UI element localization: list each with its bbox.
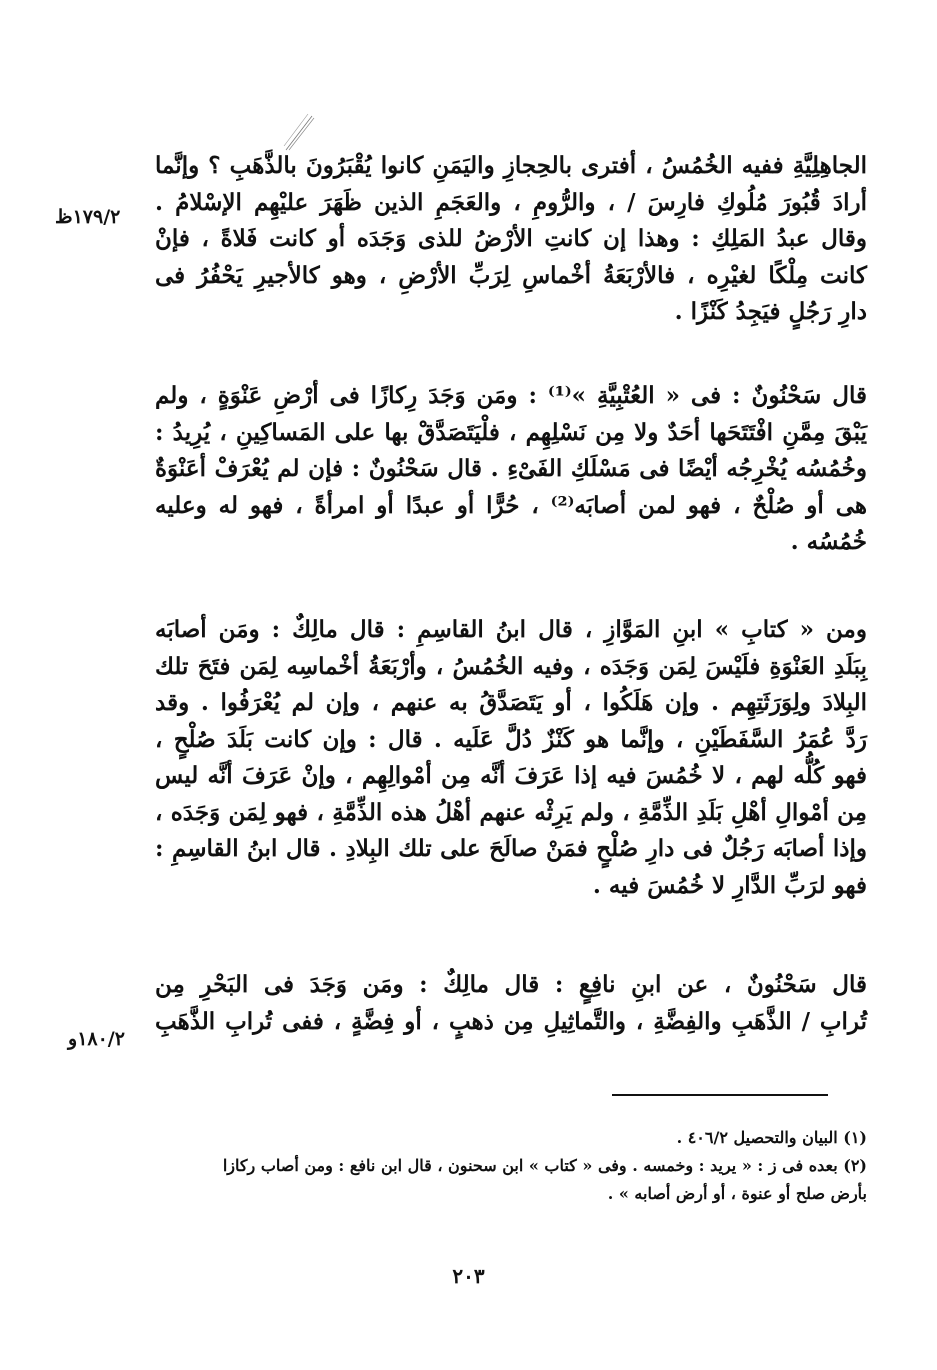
paragraph-2 [155, 378, 867, 561]
text-line: وخُمُسُه يُخْرِجُه أيْضًا فى مَسْلَكِ الفَىْءِ . قال سَحْنُونٌ : فإن لم يُعْرَفْ أعَنْوَةٌ [155, 455, 867, 482]
text-line: فهو كُلُّه لهم ، لا خُمُسَ فيه إذا عَرَفَ أنَّه مِن أمْوالِهِم ، وإنْ عَرَفَ أنَّه ليس [155, 762, 867, 789]
footnote-separator [612, 1094, 828, 1096]
text-line: كانت مِلْكًا لغيْرِه ، فالأرْبَعَةُ أخْماسِ لِرَبِّ الأرْضِ ، وهو كالأجيرِ يَحْفُرُ فى [155, 261, 867, 289]
text-line: فهو لرَبِّ الدَّارِ لا خُمُسَ فيه . [592, 871, 867, 899]
footnote: (٢) بعده فى ز : « يريد : وخمسه . وفى « كتاب » ابن سحنون ، قال ابن نافع : ومن أصاب ركازا [222, 1156, 867, 1175]
text-line: هى أو صُلْحٌ ، فهو لمن أصابَه⁽²⁾ ، حُرًّا أو عبدًا أو امرأةً ، فهو له وعليه [155, 491, 867, 519]
text-line: دارِ رَجُلٍ فيَجِدُ كَنْزًا . [674, 298, 867, 325]
text-line: قال سَحْنُونٌ ، عن ابنِ نافِعٍ : قال مالِكٌ : ومَن وَجَدَ فى البَحْرِ مِن [155, 971, 867, 998]
text-line: الجاهِلِيَّةِ ففيه الخُمُسُ ، أفترى بالحِجازِ واليَمَنِ كانوا يُقْبَرُونَ بالذَّهَبِ ؟ وإنَّما [155, 152, 867, 179]
page-number: ٢٠٣ [452, 1264, 485, 1288]
margin-folio-note: ١٨٠/٢و [68, 1028, 125, 1050]
text-line: وقال عبدُ المَلِكِ : وهذا إن كانتِ الأرْضُ للذى وَجَدَه أو كانت فَلاةً ، فإنْ [155, 225, 867, 252]
text-line: البِلادَ ولِوَرَثَتِهِم . وإن هَلَكُوا ، أو يَتَصَدَّقُ به عنهم ، وإن لم يُعْرَفُوا . وقد [155, 689, 867, 716]
text-line: خُمُسُه . [790, 528, 867, 555]
text-line: يَبْقَ مِمَّنِ افْتَتَحَها أحَدٌ ولا مِن نَسْلِهِم ، فلْيَتَصَدَّقْ بها على المَساكِينِ ، يُرِيدُ : [155, 418, 867, 446]
text-line: وإذا أصابَه رَجُلٌ فى دارِ صُلْحٍ فمَنْ صالَحَ على تلك البِلادِ . قال ابنُ القاسِمِ : [155, 835, 867, 862]
footnote: (١) البيان والتحصيل ٤٠٦/٢ . [676, 1128, 867, 1147]
text-line: ومن « كتابِ » ابنِ المَوَّازِ ، قال ابنُ القاسِمِ : قال مالِكٌ : ومَن أصابَه [155, 616, 867, 643]
text-line: قال سَحْنُونٌ : فى « العُتْبِيَّةِ »⁽¹⁾ : ومَن وَجَدَ رِكازًا فى أرْضِ عَنْوَةٍ ، ولم [155, 382, 867, 409]
text-line: مِن أمْوالِ أهْلِ بَلَدِ الذِّمَّةِ ، ولم يَرِثْه عنهم أهْلُ هذه الذِّمَّةِ ، فهو لِمَن وَجَدَه ، [155, 798, 867, 826]
footnotes [155, 1124, 867, 1208]
paragraph-3 [155, 612, 867, 904]
pencil-scribble-mark [282, 112, 316, 152]
paragraph-4 [155, 967, 867, 1040]
text-line: تُرابِ / الذَّهَبِ والفِضَّةِ ، والتَّماثِيلِ مِن ذهبٍ ، أو فِضَّةٍ ، ففى تُرابِ الذَّهَبِ [155, 1007, 867, 1035]
text-line: بِبَلَدِ العَنْوَةِ فلَيْسَ لِمَن وَجَدَه ، وفيه الخُمُسُ ، وأرْبَعَةُ أخْماسِه لِمَن فتَحَ تلك [155, 652, 867, 680]
footnote: بأرض صلح أو عنوة ، أو أرض أصابه » . [607, 1184, 867, 1203]
text-line: رَدَّ عُمَرُ السَّفَطَيْنِ ، وإنَّما هو كَنْزٌ دُلَّ عَلَيه . قال : وإن كانت بَلَدَ صُلْحٍ ، [155, 725, 867, 753]
text-line: أرادَ قُبُورَ مُلُوكِ فارِسَ / ، والرُّومِ ، والعَجَمِ الذين ظَهَرَ عليْهِم الإسْلامُ . [155, 188, 867, 216]
paragraph-1 [155, 148, 867, 331]
margin-folio-note: ١٧٩/٢ظ [55, 206, 121, 228]
